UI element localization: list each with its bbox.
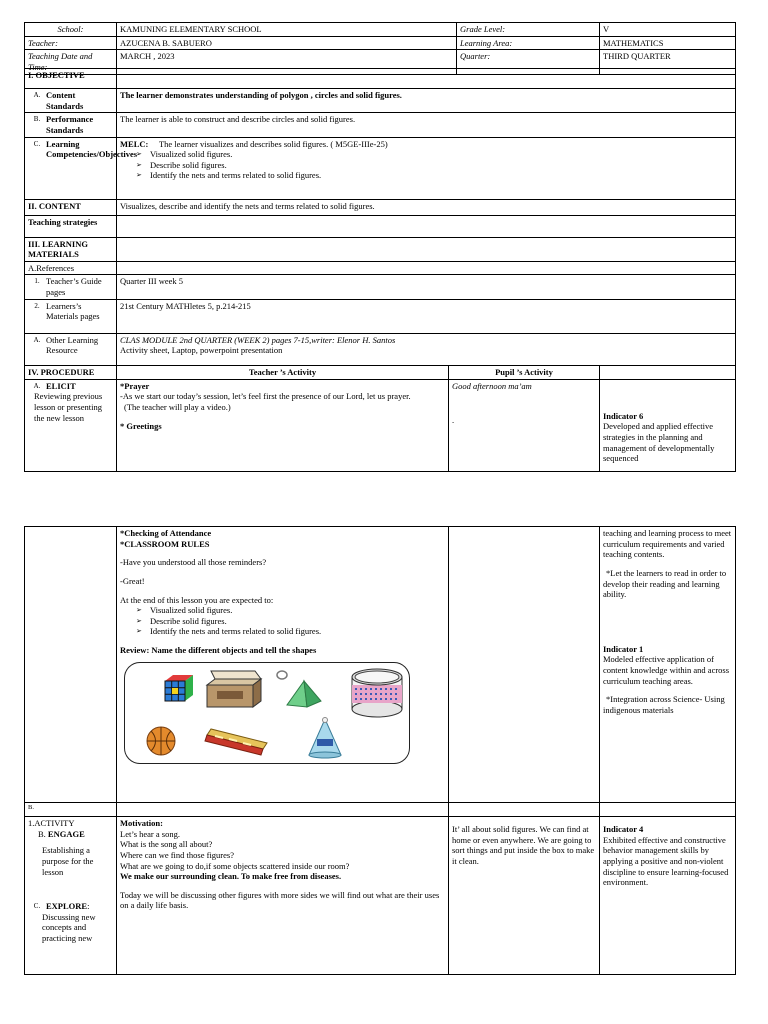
- b-label: B.: [25, 803, 117, 817]
- pyramid-image: [285, 679, 323, 709]
- review-text: : Name the different objects and tell the shapes: [146, 645, 317, 655]
- indicator-1-text: Modeled effective application of content knowledge within and across curriculum teaching areas.: [603, 654, 730, 686]
- pupil-dot: .: [452, 415, 455, 426]
- other-label: Other Learning Resource: [46, 334, 99, 356]
- elicit-pupil-activity: [449, 379, 600, 471]
- content-standards-label: Content Standards: [46, 90, 84, 111]
- prayer-text: -As we start our today’s session, let’s feel first the presence of our Lord, let us prayer.: [120, 391, 411, 402]
- date-value: MARCH , 2023: [117, 50, 457, 74]
- review-label: Review: [120, 645, 147, 655]
- content-standards-cell: [25, 89, 117, 113]
- quarter-label: Quarter:: [457, 50, 600, 74]
- content-text: Visualizes, describe and identify the nets and terms related to solid figures.: [117, 199, 736, 215]
- teacher-label: Teacher:: [25, 36, 117, 50]
- strategies-label: Teaching strategies: [25, 215, 117, 237]
- engage-letter: B.: [38, 828, 46, 839]
- page2-teacher-activity: [117, 527, 449, 803]
- indicator-6-cell: [600, 379, 736, 471]
- cone-hat-image: [305, 717, 345, 759]
- teacher-activity-header: Teacher ’s Activity: [117, 365, 449, 379]
- elicit-desc: Reviewing previous lesson or presenting the new lesson: [34, 391, 103, 423]
- activity-cell: 1.ACTIVITY B. ENGAGE Establishing a purpose for the lesson C. EXPLORE : Discussing new concepts and practicing new: [25, 817, 117, 975]
- indicator-6-continuation: teaching and learning process to meet curriculum requirements and varied teaching contents.: [603, 528, 732, 560]
- content-heading: II. CONTENT: [25, 199, 117, 215]
- competencies-content: [117, 137, 736, 199]
- objective-item: ➢ Visualized solid figures.: [150, 605, 445, 616]
- references-label: A.References: [25, 261, 117, 275]
- procedure-heading: IV. PROCEDURE: [25, 365, 117, 379]
- page-1: [0, 0, 768, 480]
- indicator-4-title: Indicator 4: [603, 824, 644, 834]
- lm-text: 21st Century MATHletes 5, p.214-215: [117, 299, 736, 333]
- activity-line: Let’s hear a song.: [120, 828, 180, 839]
- rubiks-cube-image: [163, 673, 197, 703]
- cylinder-drum-image: [349, 667, 405, 719]
- objective-item: ➢ Visualized solid figures.: [150, 149, 732, 160]
- page2-indicator-cell: [600, 527, 736, 803]
- school-label: School:: [25, 23, 117, 37]
- chocolate-prism-image: [203, 727, 271, 757]
- other-text-2: Activity sheet, Laptop, powerpoint presentation: [120, 345, 283, 356]
- date-label: Teaching Date and Time:: [25, 50, 117, 74]
- school-value: KAMUNING ELEMENTARY SCHOOL: [117, 23, 457, 37]
- elicit-letter: A.: [33, 381, 41, 390]
- other-letter: A.: [33, 335, 41, 344]
- prayer-label: *Prayer: [120, 380, 150, 391]
- grade-label: Grade Level:: [457, 23, 600, 37]
- elicit-cell: [25, 379, 117, 471]
- engage-label: ENGAGE: [47, 828, 85, 839]
- pupil-greeting: Good afternoon ma’am: [452, 380, 532, 391]
- melc-label: MELC:: [120, 138, 149, 149]
- explore-letter: C.: [33, 902, 41, 911]
- greetings: * Greetings: [120, 420, 162, 431]
- lm-num: 2.: [34, 301, 40, 310]
- lesson-plan-main-page2: [24, 526, 736, 975]
- activity-line: Where can we find those figures?: [120, 849, 234, 860]
- activity-line: What is the song all about?: [120, 839, 213, 850]
- lm-cell: [25, 299, 117, 333]
- ball-image: [145, 725, 177, 757]
- content-letter: A.: [33, 91, 41, 99]
- shapes-picture-frame: [124, 662, 410, 764]
- lm-label: Learners’s Materials pages: [46, 300, 100, 322]
- content-standards-text: The learner demonstrates understanding of polygon , circles and solid figures.: [117, 89, 736, 113]
- activity-teacher: [117, 817, 449, 975]
- objective-item: ➢ Identify the nets and terms related to solid figures.: [150, 626, 445, 637]
- area-label: Learning Area:: [457, 36, 600, 50]
- today-text: Today we will be discussing other figures with more sides we will find out what are their uses on a daily life basis.: [120, 889, 440, 911]
- melc-text: The learner visualizes and describes solid figures. ( M5GE-IIIe-25): [158, 138, 388, 149]
- lesson-plan-main-page1: [24, 68, 736, 472]
- q-reminders: -Have you understood all those reminders?: [120, 557, 267, 568]
- explore-desc: Discussing new concepts and practicing new: [42, 911, 96, 943]
- perf-letter: B.: [33, 115, 41, 124]
- objective-item: ➢ Describe solid figures.: [150, 616, 445, 627]
- other-cell: [25, 333, 117, 365]
- activity-label: 1.ACTIVITY: [28, 818, 75, 828]
- materials-heading: III. LEARNING MATERIALS: [25, 237, 117, 261]
- pupil-activity-text: It’ all about solid figures. We can find at home or even anywhere. We are going to sort things and put inside the box to make it clean.: [452, 824, 595, 866]
- explore-label: EXPLORE: [46, 901, 88, 912]
- performance-standards-cell: [25, 113, 117, 137]
- objective-item: ➢ Describe solid figures.: [150, 160, 732, 171]
- activity-pupil: [449, 817, 600, 975]
- indicator-4-text: Exhibited effective and constructive behavior management skills by applying a positive and non-violent discipline to ensure learning-focused environment.: [603, 834, 729, 888]
- classroom-rules: *CLASSROOM RULES: [120, 538, 210, 549]
- great: -Great!: [120, 575, 145, 586]
- indicator-4-cell: [600, 817, 736, 975]
- activity-line: What are we going to do,if some objects scattered inside our room?: [120, 860, 350, 871]
- activity-bold-line: We make our surrounding clean. To make free from diseases.: [120, 871, 342, 882]
- tg-text: Quarter III week 5: [117, 275, 736, 299]
- engage-desc: Establishing a purpose for the lesson: [42, 845, 94, 877]
- other-text-1: CLAS MODULE 2nd QUARTER (WEEK 2) pages 7-15,writer: Elenor H. Santos: [120, 334, 396, 345]
- elicit-teacher-activity: [117, 379, 449, 471]
- indicator-6-text: Developed and applied effective strategies in the planning and management of developmentally sequenced: [603, 421, 715, 464]
- grade-value: V: [600, 23, 736, 37]
- performance-standards-label: Performance Standards: [46, 114, 94, 135]
- other-content: [117, 333, 736, 365]
- box-image: [203, 669, 265, 709]
- expected: At the end of this lesson you are expected to:: [120, 594, 274, 605]
- competencies-label: Learning Competencies/Objectives: [46, 138, 138, 160]
- quarter-value: THIRD QUARTER: [600, 50, 736, 74]
- elicit-label: ELICIT: [46, 380, 76, 391]
- indicator-6-note: *Let the learners to read in order to develop their reading and learning ability.: [603, 567, 727, 600]
- motivation-label: Motivation:: [120, 818, 163, 828]
- tg-num: 1.: [34, 277, 40, 286]
- objective-item: ➢ Identify the nets and terms related to solid figures.: [150, 170, 732, 181]
- video-text: (The teacher will play a video.): [124, 401, 231, 412]
- performance-standards-text: The learner is able to construct and describe circles and solid figures.: [117, 113, 736, 137]
- comp-letter: C.: [33, 139, 41, 148]
- indicator-6-title: Indicator 6: [603, 410, 644, 421]
- indicator-1-note: *Integration across Science- Using indigenous materials: [603, 694, 725, 715]
- tg-label: Teacher’s Guide pages: [46, 276, 102, 297]
- tg-cell: [25, 275, 117, 299]
- objective-heading: I. OBJECTIVE: [25, 69, 117, 89]
- attendance: *Checking of Attendance: [120, 528, 212, 538]
- page-2: [0, 520, 768, 1024]
- indicator-1-title: Indicator 1: [603, 643, 644, 654]
- pupil-activity-header: Pupil ’s Activity: [449, 365, 600, 379]
- lesson-plan-table-page1: [24, 22, 736, 75]
- teacher-value: AZUCENA B. SABUERO: [117, 36, 457, 50]
- area-value: MATHEMATICS: [600, 36, 736, 50]
